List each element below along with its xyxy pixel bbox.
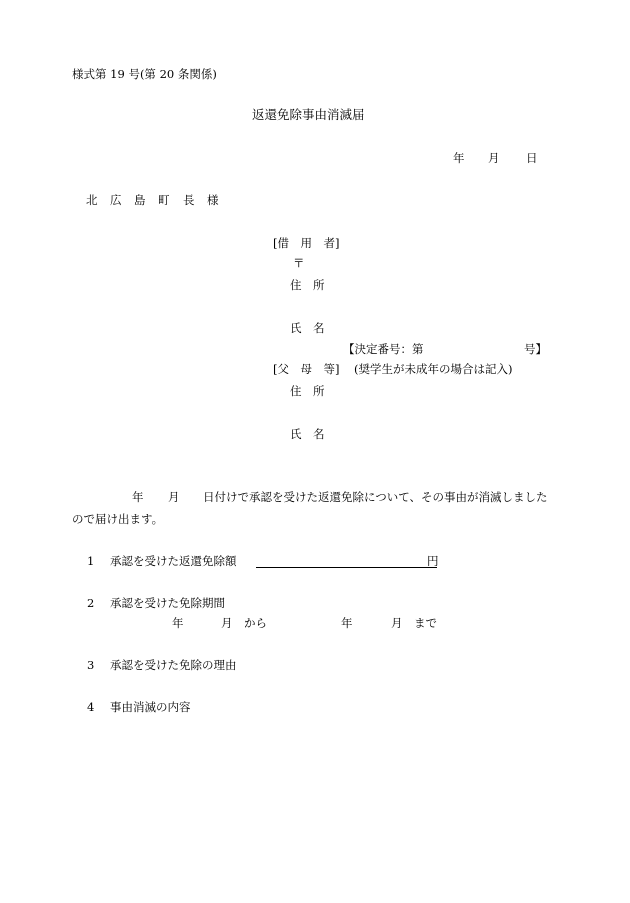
item3-label: 承認を受けた免除の理由	[110, 658, 237, 672]
item-number: 1	[87, 554, 95, 568]
item1-label: 承認を受けた返還免除額	[110, 554, 237, 568]
body-line1: 日付けで承認を受けた返還免除について、その事由が消滅しました	[203, 490, 548, 504]
form-number: 様式第 19 号(第 20 条関係)	[72, 67, 217, 81]
body-line2: ので届け出ます。	[72, 512, 164, 526]
period-to-label: まで	[414, 616, 437, 630]
addressee-char: 島	[134, 193, 146, 207]
date-year-label: 年	[453, 151, 465, 165]
period-end-month-label: 月	[391, 616, 403, 630]
period-from-label: から	[244, 616, 267, 630]
guardian-heading: [父 母 等]	[273, 362, 340, 376]
document-title: 返還免除事由消滅届	[252, 107, 365, 122]
guardian-note: (奨学生が未成年の場合は記入)	[354, 362, 513, 376]
addressee-char: 町	[158, 193, 170, 207]
borrower-heading: [借 用 者]	[273, 236, 340, 250]
item4-label: 事由消滅の内容	[110, 700, 191, 714]
borrower-address-label: 住 所	[290, 278, 325, 292]
period-start-year-label: 年	[172, 616, 184, 630]
body-month-label: 月	[168, 490, 180, 504]
date-month-label: 月	[488, 151, 500, 165]
decision-number-open: 【決定番号：第	[343, 342, 424, 356]
item-number: 2	[87, 596, 95, 610]
addressee-char: 北	[86, 193, 98, 207]
addressee-char: 長	[183, 193, 195, 207]
postal-mark: 〒	[293, 256, 305, 270]
item-number: 4	[87, 700, 95, 714]
yen-unit: 円	[427, 554, 439, 568]
body-year-label: 年	[132, 490, 144, 504]
period-start-month-label: 月	[221, 616, 233, 630]
addressee-char: 様	[207, 193, 219, 207]
date-day-label: 日	[526, 151, 538, 165]
item2-label: 承認を受けた免除期間	[110, 596, 225, 610]
decision-number-close: 号】	[524, 342, 547, 356]
item-number: 3	[87, 658, 95, 672]
addressee-char: 広	[110, 193, 122, 207]
exemption-amount-field[interactable]	[256, 553, 437, 568]
period-end-year-label: 年	[341, 616, 353, 630]
guardian-address-label: 住 所	[290, 384, 325, 398]
borrower-name-label: 氏 名	[290, 321, 325, 335]
guardian-name-label: 氏 名	[290, 427, 325, 441]
